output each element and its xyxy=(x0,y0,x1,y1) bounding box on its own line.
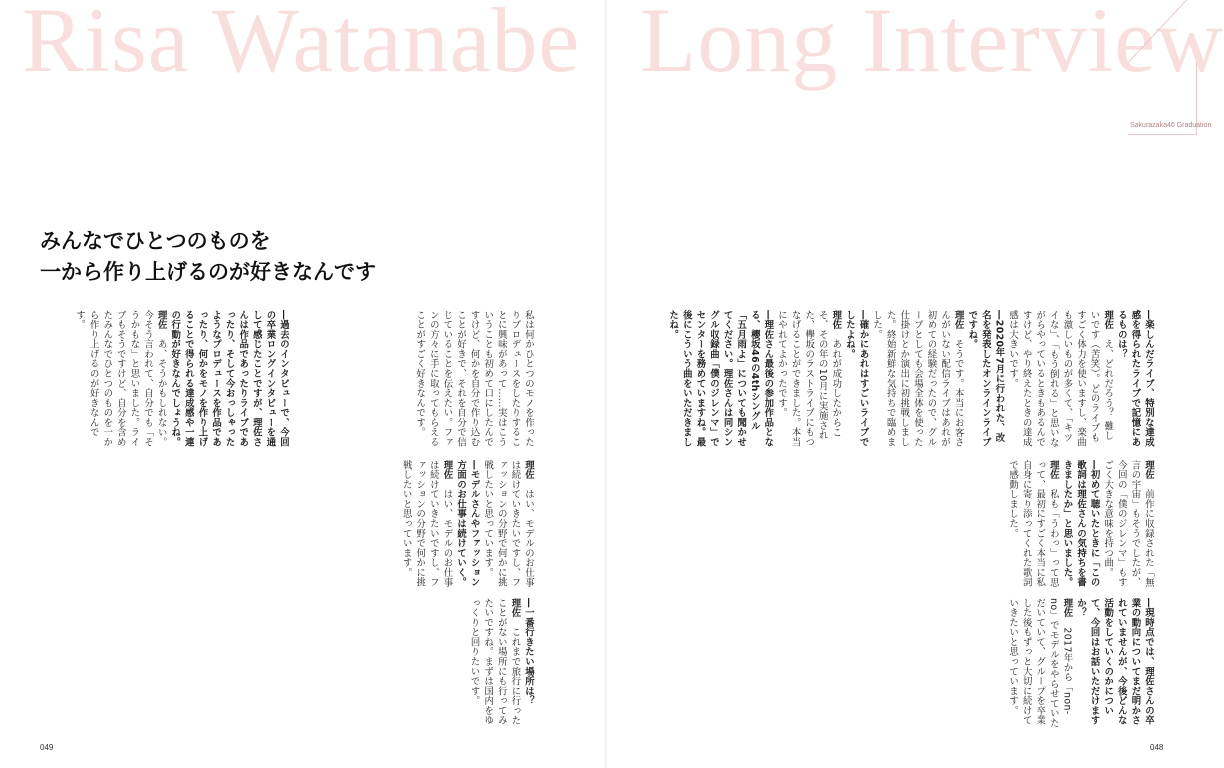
background-title-right: Long Interview xyxy=(640,0,1224,91)
text-segment: 楽しんだライブ、特別な達成感を得られたライブで記憶にあるものは？ xyxy=(1115,310,1154,448)
text-segment: はい、モデルのお仕事は続けていきたいですし、ファッションの分野で何かに挑戦したいと思っています。 xyxy=(400,460,453,588)
background-title-left: Risa Watanabe xyxy=(22,0,581,91)
text-segment: 確かにあれはすごいライブでしたよね。 xyxy=(843,310,869,448)
question: ―楽しんだライブ、特別な達成感を得られたライブで記憶にあるものは？ xyxy=(1115,310,1154,448)
text-segment: はい、モデルのお仕事は続けていきたいですし、ファッションの分野で何かに挑戦したいと思っています。 xyxy=(482,460,534,588)
graduation-badge-label: Sakurazaka46 Graduation xyxy=(1130,122,1212,129)
text-segment: ファンの方々に手に取ってもらえることがすごく好きなんです。 xyxy=(414,310,453,448)
text-segment: あ、そうかもしれない。今そう言われて、自分でも「そうかもな」と思いました。ライブもそうですけど、自分を含めたみんなでひとつのものを一から作り上げるのが好きなんです。 xyxy=(74,310,167,448)
question: ―一番行きたい場所は？ xyxy=(523,598,534,706)
text-segment: 私は何かひとつのモノを作ったりプロデュースをしたりすることに興味があって……実はこういうことも初めて口にしたんですけど、何かを自分で作り込むことが好きで、それを自分で信じていることを伝えたい。 xyxy=(441,310,534,448)
speaker-label: 理佐 xyxy=(1143,460,1154,480)
page-gutter xyxy=(605,0,607,768)
text-segment: え、どれだろう？ 難しいです（苦笑）。どのライブもすごく体力を使いますし、楽曲も激しいものが多くて、「キツイな」、「もう倒れる」と思いながらやっているときもあるんですけど、やり終えたときの達成感は大きいです。 xyxy=(1007,310,1114,448)
text-segment: あれが成功したからこそ、その年の10月に実施された、欅坂のラストライブにもつなげることができました。本当にやれてよかったです。 xyxy=(775,310,842,448)
text-segment: 過去のインタビューで、今回の卒業ロングインタビューを通して感じたことですが、理佐さんは作品であったりライブであったり、そして今おっしゃったようなプロデュースを作品で xyxy=(210,310,289,448)
speaker-label: 理佐 xyxy=(1061,598,1073,618)
left-column-1-a xyxy=(300,310,535,450)
speaker-label: 理佐 xyxy=(509,598,521,618)
speaker-label: 理佐 xyxy=(523,460,534,480)
left-column-1-b xyxy=(40,310,290,450)
page-number-right: 048 xyxy=(1150,743,1164,752)
headline-line-2: 一から作り上げるのが好きなんです xyxy=(40,260,376,284)
question: ―現時点では、理佐さんの卒業の動向についてまだ明かされていませんが、今後どんな活動をしていくのかについて、今回はお話いただけますか？ xyxy=(1075,598,1154,726)
question: ―過去のインタビューで、今回の卒業ロングインタビューを通して感じたことですが、理佐さんは作品であったりライブであったり、そして今おっしゃったようなプロデュースを作品であったり、何かをモノを作り上げることで得られる達成感や一連の行動が好きなんでしょうね。 xyxy=(169,310,289,448)
right-column-2 xyxy=(680,460,1155,590)
headline-line-1: みんなでひとつのものを xyxy=(40,229,271,253)
question: ―確かにあれはすごいライブでしたよね。 xyxy=(843,310,869,448)
right-column-3 xyxy=(680,598,1155,728)
right-column-1 xyxy=(667,310,1155,450)
speaker-label: 理佐 xyxy=(952,310,964,330)
question: ―2020年7月に行われた、改名を発表したオンラインライブですね。 xyxy=(966,310,1005,448)
text-segment: 理佐さん最後の参加作品となる、櫻坂46の4thシングル「五月雨よ」についても聞かせてください。理佐さんは同シングル収録曲「僕のジレンマ」でセンターを務めていますね。最後にこういう曲をいただきましたね。 xyxy=(667,310,774,448)
speaker-label: 理佐 xyxy=(1102,310,1114,330)
left-column-3 xyxy=(40,598,535,728)
text-segment: あったり、何かをモノを作り上げることで得られる達成感や一連の行動が好きなんでしょうね。 xyxy=(169,310,222,448)
page-number-left: 049 xyxy=(40,743,54,752)
question: ―理佐さん最後の参加作品となる、櫻坂46の4thシングル「五月雨よ」についても聞かせてください。理佐さんは同シングル収録曲「僕のジレンマ」でセンターを務めていますね。最後にこういう曲をいただきましたね。 xyxy=(667,310,774,448)
text-segment: モデルさんやファッション方面のお仕事は続けていく。 xyxy=(455,460,480,588)
text-segment: 一番行きたい場所は？ xyxy=(523,607,534,706)
speaker-label: 理佐 xyxy=(441,460,453,480)
speaker-label: 理佐 xyxy=(1047,460,1059,480)
question: ―モデルさんやファッション方面のお仕事は続けていく。 xyxy=(455,460,480,588)
speaker-label: 理佐 xyxy=(155,310,167,330)
section-headline xyxy=(40,226,376,288)
text-segment: これまで旅行に行ったことがない場所にも行ってみたいですね。まずは国内をゆっくりと回りたいです。 xyxy=(468,598,521,726)
text-segment: 現時点では、理佐さんの卒業の動向についてまだ明かされていませんが、今後どんな活動をしていくのかについて、今回はお話いただけますか？ xyxy=(1075,598,1154,726)
question: ―初めて聴いたときに「この歌詞は理佐さんの気持ちを書きましたか」と思いました。 xyxy=(1061,460,1100,588)
text-segment: 2020年7月に行われた、改名を発表したオンラインライブですね。 xyxy=(966,310,1005,448)
text-segment: 2017年から「non-no」でモデルをやらせていただいていて、グループを卒業した後もずっと大切に続けていきたいと思っています。 xyxy=(1007,598,1073,728)
speaker-label: 理佐 xyxy=(830,310,842,330)
text-segment: 前作に収録された「無言の宇宙」もそうでしたが、今回の「僕のジレンマ」もすごく大きな意味を持つ曲。 xyxy=(1102,460,1154,588)
left-column-2 xyxy=(40,460,535,590)
text-segment: 私も「うわっ」って思って、最初にすごく本当に私自身に寄り添ってくれた歌詞で感動しました。 xyxy=(1007,460,1059,588)
text-segment: そうです。本当にお客さんがいない配信ライブはあれが初めての経験だったので、グループとしても会場全体を使った仕掛けとか演出に初挑戦しました。終始新鮮な気持ちで臨めました。 xyxy=(871,310,964,448)
text-segment: 初めて聴いたときに「この歌詞は理佐さんの気持ちを書きましたか」と思いました。 xyxy=(1061,460,1100,588)
